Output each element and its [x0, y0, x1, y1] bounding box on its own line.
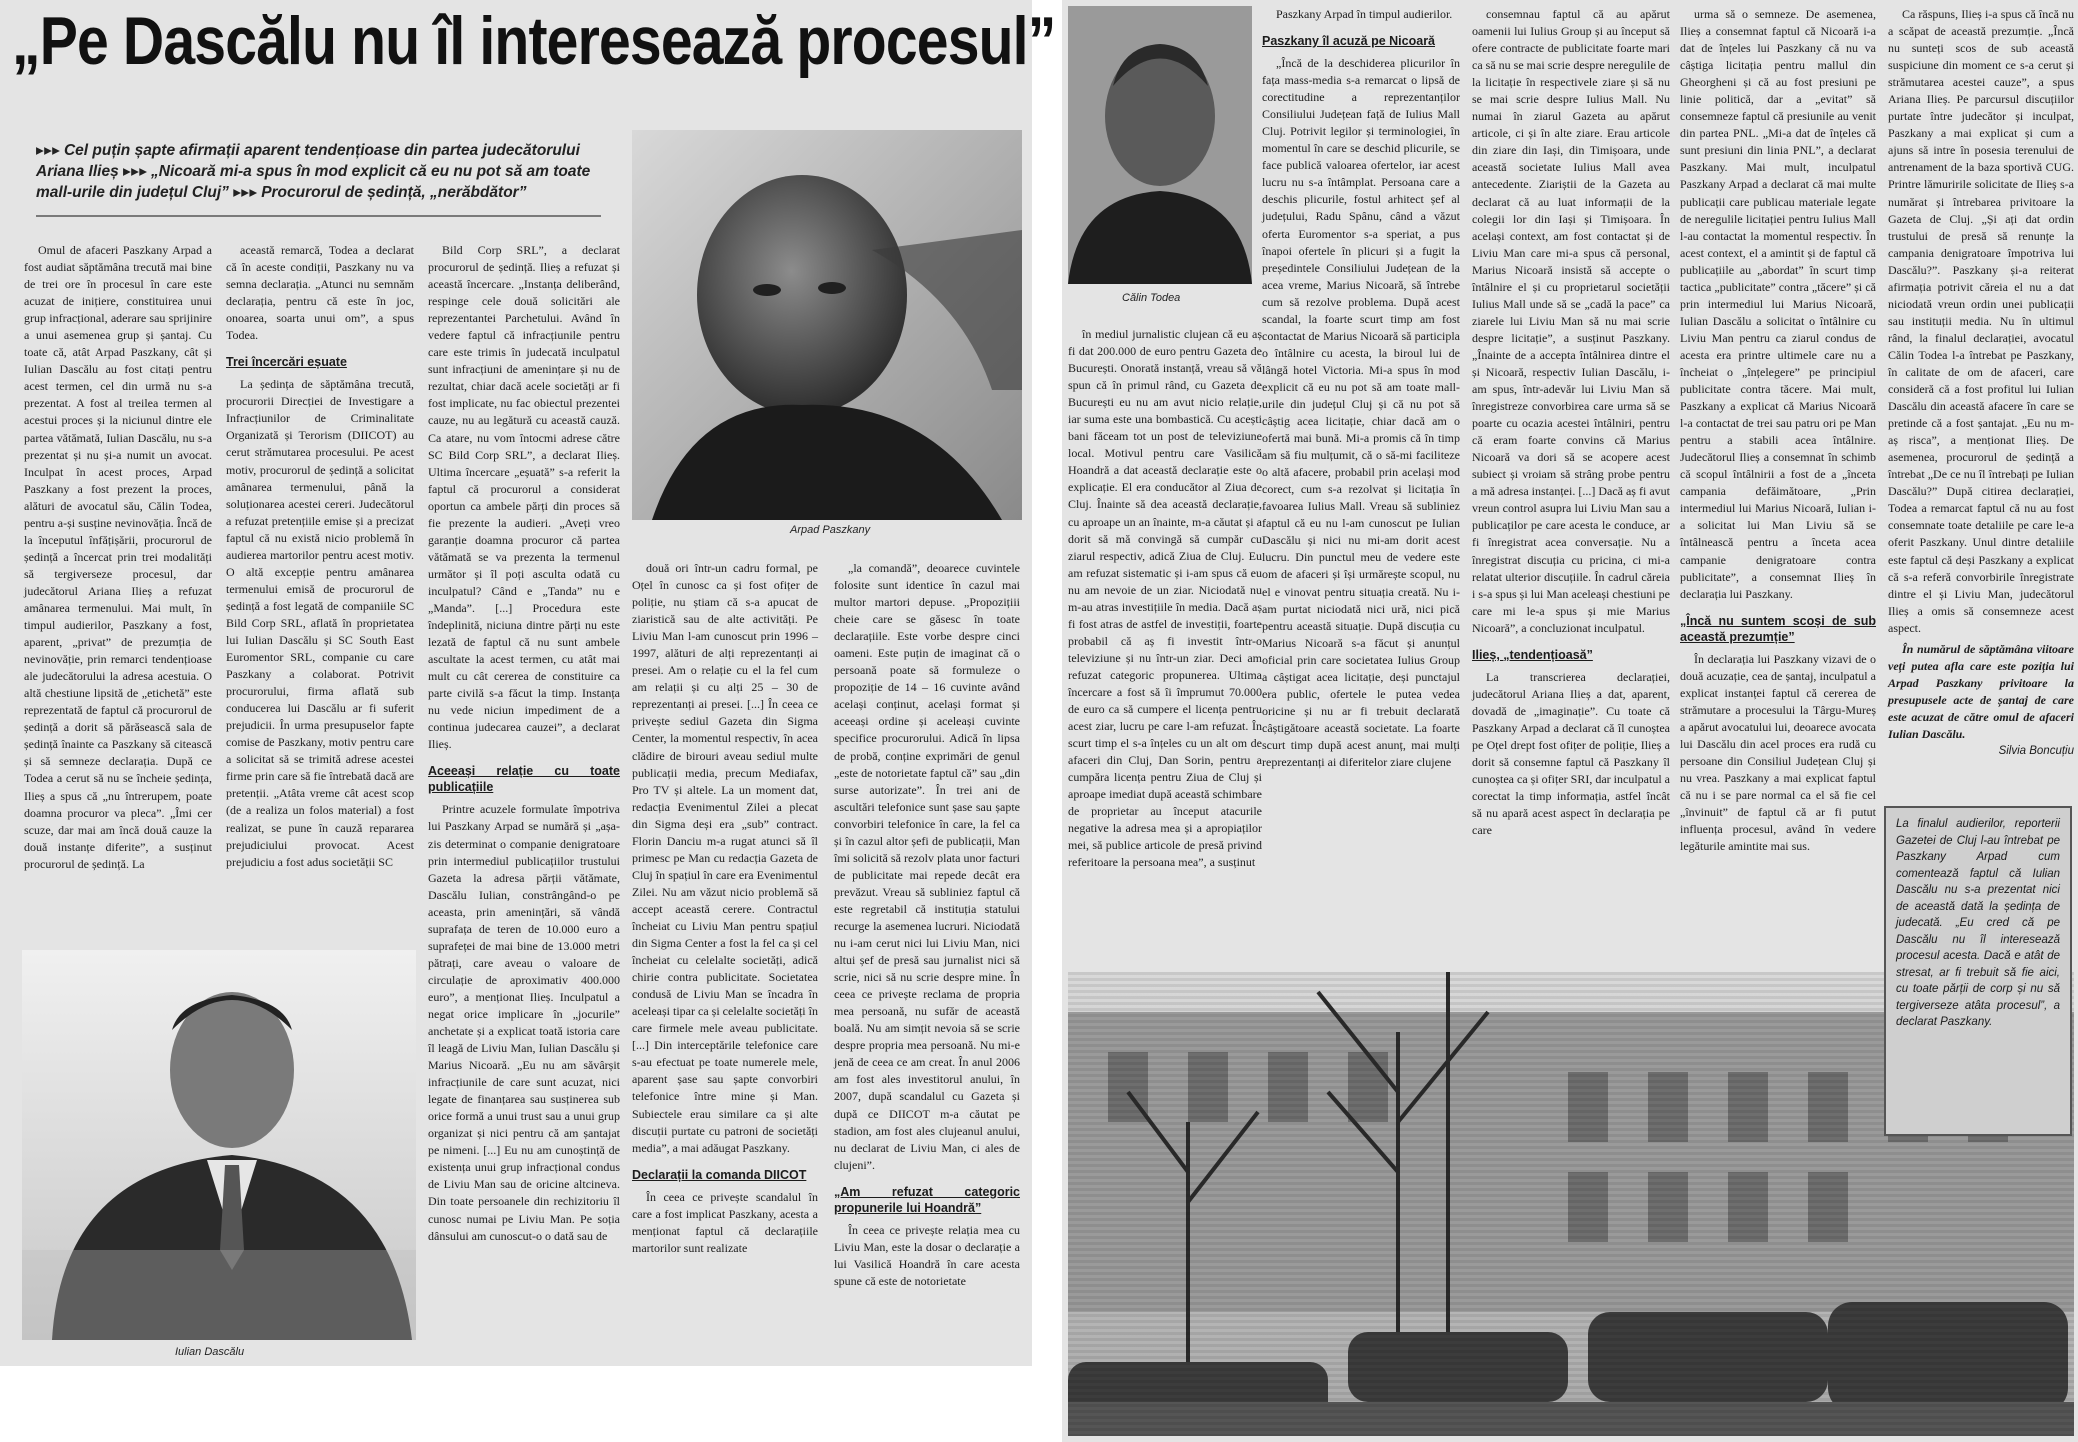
triple-arrow-icon: ▸ ▸ ▸ [36, 142, 58, 159]
paragraph-c5: „la comandă”, deoarece cuvintele folosite sunt identice în cazul mai multor martori depuse. „Propozițiii cheie care se găsesc în toate declarațiile. Este vorbe despre cinci oameni. Este puțin de imaginat că o persoană poate să formuleze o propoziție de 14 – 16 cuvinte având același conținut, același format și aceeași ordine și aceleași cuvinte specifice procurorului. Adică în lipsa de probă, conține exprimări de genul „este de notorietate faptul că” sau „din surse autorizate”. În trei ani de ascultări telefonice sunt șase sau șapte convorbiri telefonice în care, la fel ca și în cazul altor șefi de publicații, Man îmi solicită să rezolv plata unor facturi de publicitate mai repede decât era prevăzut. Vreau să subliniez faptul că este regretabil că instituția statului recurge la asemenea lucruri. Niciodată nu i-am cerut nici lui Liviu Man, nici altui șef de presă sau jurnalist nici să scrie, nici să nu scrie despre mine. În ceea ce privește reclama de propria mea persoană, nu sufăr de această boală. Nu am simțit nevoia să se scrie despre propria mea persoană. Nu mi-e jenă de ceea ce am creat. În anul 2006 am fost ales investitorul anului, în 2007, după scandalul cu Gazeta și după ce DIICOT m-a căutat pe stadion, am fost ales clujeanul anului, nu declarat de Liviu Man, ci ales de clujeni”. [834, 561, 1020, 1172]
right-column-1-bottom [1068, 326, 1262, 966]
subhead-aceeasi-relatie: Aceeași relație cu toate publicațiile [428, 764, 620, 795]
column-2 [226, 242, 414, 922]
subhead-declaratii-comanda: Declarații la comanda DIICOT [632, 1167, 807, 1182]
sidebar-box [1884, 806, 2072, 1136]
intro-deck [36, 140, 616, 203]
triple-arrow-icon: ▸ ▸ ▸ [233, 184, 256, 201]
paragraph-c5b: În ceea ce privește relația mea cu Liviu Man, este la dosar o declarație a lui Vasilică Hoandră în care acesta spune că este de notorietate [834, 1222, 1020, 1288]
paragraph-c2b: La ședința de săptămâna trecută, procurorii Direcției de Investigare a Infracțiunilor de Criminalitate Organizată și Terorism (DIICOT) au cerut strămutarea procesului. Pe acest motiv, procurorul de ședință a solicitat amânarea termenului, până la soluționarea acestei cereri. Judecătorul a refuzat pretențiile emise și a precizat faptul că nu există niciо problemă în audierea martorilor pentru acest motiv. O altă excepție pentru amânarea termenului emisă de procurorul de ședință a fost legată de companiile SC Bild Corp SRL, aflată în proprietatea lui Iulian Dascălu și SC South East Euromentor SRL, companie cu care Paszkany a colaborat. Potrivit procurorului, firma aflată sub conducerea lui Dascălu ar fi suferit prejudicii. În urma presupuselor fapte comise de Paszkany, motiv pentru care a solicitat să se trimită adrese acestei firme prin care să fie întrebată dacă are pretenții. „Atâta vreme cât acest scop (de a realiza un folos material) a fost realizat, se pune în cauză repararea prejudiciului provocat. Acest prejudiciu a fost adus societății SC [226, 377, 414, 869]
photo-arpad-paszkany [632, 130, 1022, 520]
headline: „Pe Dascălu nu îl interesează procesul” [12, 3, 1056, 79]
intro-divider [36, 215, 601, 217]
paragraph-r2b: La transcrierea declarației, judecătorul Ariana Ilieș a dat, aparent, dovadă de „imaginație”. Cu toate că Paszkany Arpad a declarat că îl cunoștea pe Oțel drept fost ofițer de poliție, Ilieș a dorit să consemne faptul că Paszkany îl cunoștea ca și ofițer SRI, dar inculpatul a corectat la timp informația, astfel încât să nu apară acest aspect în declarația pe care [1472, 669, 1670, 838]
intro-line-3: Procurorul de ședință, „nerăbdător” [261, 184, 527, 201]
paragraph-c4: două ori într-un cadru formal, pe Oțel în cunosc ca și fost ofițer de poliție, nu știam că s-a apucat de ziaristică sau de alte activități. Pe Liviu Man l-am cunoscut prin 1996 – 1997, alături de alți reprezentanți ai presei. Am o relație cu el la fel cum am relații și cu alți 25 – 30 de reprezentanți ai presei. [...] În ceea ce privește sediul Gazeta din Sigma Center, la momentul respectiv, în acea clădire de birouri aveau sediul multe publicații media, precum Mediafax, Pro TV și altele. La un moment dat, redacția Evenimentul Zilei a plecat din Sigma deși era „sub” contract. Florin Danciu m-a rugat atunci să îl primesc pe Man cu redacția Gazeta de Cluj în spațiul în care era Evenimentul Zilei. Nu am văzut nicio problemă să accept această cerere. Contractul încheiat cu Liviu Man pentru spațiul din Sigma Center a fost la fel ca și cel încheiat cu celelalte societăți, adică chirie contra publicitate. Societatea condusă de Liviu Man se încadra în aceleași tipar ca și celelalte societăți în care firmele mele aveau publicitate. [...] Din interceptările telefonice care s-au efectuat pe toate numerele mele, aparent șase sau șapte convorbiri telefonice între mine și Man. Subiectele erau similare ca și alte discuții purtate cu patroni de societăți media”, a mai adăugat Paszkany. [632, 561, 818, 1155]
paragraph-c2: această remarcă, Todea a declarat că în aceste condiții, Paszkany nu va semna declarația. „Atunci nu semnăm declarația, pentru că este în joc, onoarea, soarta unui om”, a spus Todea. [226, 243, 414, 343]
subhead-am-refuzat: „Am refuzat categoric propunerile lui Hoandră” [834, 1184, 1020, 1215]
paragraph-c3b: Printre acuzele formulate împotriva lui Paszkany Arpad se numără și „așa-zis determinat o companie denigratoare prin intermediul publicațiilor trustului Gazeta la adresa părții vătămate, Dascălu Iulian, constrângând-o pe aceasta, prin amenințări, să vândă suprafața de teren de 10.000 euro a suprafeței de mai bine de 13.000 metri pătrați, care aveau o valoare de circulație de aproximativ 400.000 euro”, a menționat Ilieș. Inculpatul a negat orice implicare în „jocurile” anchetate și a explicat toată istoria care îl leagă de Liviu Man, Iulian Dascălu și Marius Nicoară. „Eu nu am săvârșit infracțiunile de care sunt acuzat, nici legate de finanțarea sau susținerea sub orice formă a unui trust sau a unui grup organizat și nici pentru că am șantajat pe nimeni. [...] Eu nu am cunoștință de existența unui grup infracțional condus de Liviu Man sau de oricine altcineva. Din toate persoanele din rechizitoriu îl cunosc numai pe Liviu Man. Pe soția dânsului am cunoscut-o o dată sau de [428, 802, 620, 1243]
intro-line-2: „Nicoară mi-a spus în mod explicit că eu nu pot să am toate mall-urile din județul Cluj” [36, 163, 591, 201]
column-5 [834, 560, 1020, 1360]
right-column-4 [1888, 6, 2074, 796]
left-page [0, 0, 1056, 1366]
photo-calin-todea [1068, 6, 1252, 284]
photo-iulian-dascalu [22, 950, 416, 1340]
caption-paszkany: Arpad Paszkany [790, 524, 871, 536]
right-column-2 [1472, 6, 1670, 966]
paragraph-c3: Bild Corp SRL”, a declarat procurorul de ședință. Ilieș a refuzat și această încercare. „Instanța deliberând, respinge cele două solicitări ale reprezentantei Parchetului. Având în vedere faptul că infracțiunile pentru care este trimis în judecată inculpatul sunt infracțiuni de amenințare și nu de rezultat, chiar dacă acele societăți ar fi fost implicate, nu fac obiectul prezentei cauze, nu au legătură cu această cauză. Ca atare, nu vom întocmi adrese către SC Bild Corp SRL”, a declarat Ilieș. Ultima încercare „eșuată” s-a referit la faptul că procurorul a considerat oportun ca ambele părți din proces să fie prezente la audieri. „Aveți vreo garanție doamna procuror că partea vătămată se va prezenta la termenul următor și îl poți asculta odată cu inculpatul? Când e „Tanda” nu e „Manda”. [...] Procedura este îndeplinită, niciuna dintre părți nu este lezată de faptul că nu sunt ambele ascultate la acest termen, cu atât mai mult cu cât cererea de constituire ca parte civilă s-a făcut la timp. Instanța nu vede niciun impediment de a continua judecarea cauzei”, a declarat Ilieș. [428, 243, 620, 752]
subhead-inca-nu-suntem: „Încă nu suntem scoși de sub această prezumție” [1680, 613, 1876, 644]
subhead-trei-incercari: Trei încercări eșuate [226, 355, 347, 370]
paragraph-c1: Omul de afaceri Paszkany Arpad a fost audiat săptămâna trecută mai bine de trei ore în procesul în care este acuzat de inițiere, constituirea unui grup infracțional, aderare sau sprijinire a unui asemenea grup și șantaj. Cu toate că, atât Arpad Paszkany, cât și Iulian Dascălu au fost citați pentru acest termen, cel din urmă nu s-a prezentat. A fost al treilea termen al acestui proces și la niciunul dintre ele partea vătămată, Iulian Dascălu, nu s-a prezentat și nu și-a numit un avocat. Inculpat în acest proces, Arpad Paszkany a fost prezent la proces, alături de avocatul său, Călin Todea, pentru a-și susține nevinovăția. Încă de la începutul înfățișării, procurorul de ședință a încercat prin trei modalități să tergiverseze procesul, dar judecătorul Ariana Ilieș a refuzat amânarea termenului. Mai mult, în timpul audierilor, Paszkany a fost, aparent, „privat” de prezumția de nevinovăție, prin remarci tendențioase ale judecătorului la adresa acestuia. O altă chestiune lipsită de „etichetă” este reprezentată de faptul că procurorul de ședință a dorit să părăsească sala de ședință înainte ca Paszkany să citească și să semneze declarația. După ce Todea a cerut să nu se încheie ședința, Ilieș a spus că „nu întrerupem, poate doamna procuror va pleca”. „Îmi cer scuze, dar mai am încă două cauze la două instanțe diferite”, a susținut procurorul de ședință. La [24, 243, 212, 871]
author-signature: Silvia Boncuțiu [1998, 745, 2074, 758]
paragraph-r2: consemnau faptul că au apărut oamenii lui Iulius Group și au început să ofere contracte de publicitate foarte mari ca să nu se mai scrie despre neregulile de la licitație în respectivele ziare și să nu se mai scrie despre Iulius Mall. Nu numai în ziarul Gazeta au apărut articole, ci și în alte ziare. Erau articole din ziare din Iași, din Timișoara, unde această societate Iulius Mall avea antecedente. Ziariștii de la Gazeta au declarat că au luat informații de la colegii lor din Iași și Timișoara. În același context, am fost contactat și de Liviu Man care mi-a spus că personal, Marius Nicoară insistă să accepte o întâlnire el și cu proprietarul societății Iulius Mall unde să se „cadă la pace” ca ziarele lui Liviu Man să nu mai scrie despre licitație”, a susținut Paszkany. „Înainte de a accepta întâlnirea dintre el și Nicoară, respectiv Iulian Dascălu, i-am spus, într-adevăr lui Liviu Man să înregistreze convorbirea care urma să se poarte cu ocazia acestei întâlniri, pentru că eram foarte convins că Marius Nicoară va dori să se acopere acest subiect și vroiam să strâng probe pentru a mă adresa instanței. [...] Dacă aș fi avut vreun control asupra lui Liviu Man sau a publicaților pe care acesta le conduce, ar fi înregistrat acea conversație. Nu a înregistrat discuția cu pricina, ci mi-a relatat ulterior discuțiile. În cadrul căreia i s-a spus și lui Man aceleași chestiuni pe care mi le-a spus și mie Marius Nicoară”, a concluzionat inculpatul. [1472, 7, 1670, 635]
caption-dascalu: Iulian Dascălu [175, 1346, 245, 1358]
caption-todea: Călin Todea [1122, 292, 1181, 304]
paragraph-r3: urma să o semneze. De asemenea, Ilieș a consemnat faptul că Nicoară i-a dat de înțeles lui Paszkany că nu va câștiga licitația pentru mallul din Gheorgheni și că au fost presiuni pe linie politică, dar a „evitat” să consemneze faptul că presiunile au venit din partea PNL. „Mi-a dat de înțeles că sunt presiuni din linia PNL”, a declarat Paszkany. Mai mult, inculpatul Paszkany Arpad a declarat că mai multe publicații care publicau materiale legate de neregulile licitației pentru Iulius Mall l-au contactat la momentul respectiv. În acest context, el a amintit și de faptul că publicațiile au „abordat” în scurt timp tactica „publicitate” contra „tăcere” și că prin intermediul lui Marius Nicoară, Iulian Dascălu a solicitat o întâlnire cu Liviu Man pentru ca ziarul condus de acesta era printre ultimele care nu a încheiat o „înțelegere” pe principiul publicitate contra tăcere. Mai mult, Paszkany a explicat că Marius Nicoară l-a contactat de trei sau patru ori pe Man pentru a stabili acea întâlnire. Judecătorul Ilieș a consemnat în schimb că scopul întâlnirii a fost de a „înceta campania defăimătoare, „Prin intermediul lui Marius Nicoară, Iulian i-a solicitat lui Man Liviu să se întâlnească pentru a înceta acea campanie denigratoare contra publicitate”, a consemnat Ilieș în declarația lui Paszkany. [1680, 7, 1876, 601]
paragraph-r1a: Paszkany Arpad în timpul audierilor. [1276, 7, 1453, 21]
paragraph-r1c: în mediul jurnalistic clujean că eu aș fi dat 200.000 de euro pentru Gazeta de București. Onorată instanță, vreau să vă spun că în primul rând, cu Gazeta de București eu nu am avut nicio relație, iar suma este una bombastică. Cu acești bani făceam tot un post de televiziune local. Motivul pentru care Vasilică Hoandră a dat această declarație este o explicație. El era conducător al Ziua de Cluj. Înainte să dea această declarație, cu aproape un an înainte, m-a căutat și a dorit să mă convingă să cumpăr cu ziarul respectiv, adică Ziua de Cluj. Eu am refuzat sistematic și i-am spus că eu nu am nevoie de un ziar. Niciodată nu m-au atras investițiile în media. Dacă aș fi fost atras de astfel de investiții, foarte probabil că aș fi investit într-o televiziune și nu într-un ziar. Deci am refuzat categoric propunerea. Ultima încercare a fost să îi împrumut 70.000 de euro ca să cumpere el licența pentru acest ziar, lucru pe care l-am refuzat. În scurt timp el s-a înțeles cu un alt om de afaceri din Cluj, Dan Sorin, pentru a cumpăra licența pentru Ziua de Cluj și aproape imediat după această schimbare de proprietar au început atacurile negative la adresa mea și a apropiaților mei, să publice articole de presă privind referitoare la persoana mea”, a susținut [1068, 327, 1262, 870]
right-column-3 [1680, 6, 1876, 966]
column-3 [428, 242, 620, 1360]
column-4 [632, 560, 818, 1360]
paragraph-r4b: În numărul de săptămâna viitoare veți putea afla care este poziția lui Arpad Paszkany privitoare la presupusele acte de șantaj de care este acuzat de către omul de afaceri Iulian Dascălu. [1888, 641, 2074, 741]
column-1 [24, 242, 212, 922]
paragraph-c4b: În ceea ce privește scandalul în care a fost implicat Paszkany, acesta a menționat faptul că declarațiile martorilor sunt realizate [632, 1189, 818, 1255]
paragraph-r1: „Încă de la deschiderea plicurilor în fața mass-media s-a remarcat o lipsă de corectitudine a reprezentanților Consiliului Județean față de Iulius Mall Cluj. Potrivit legilor și terminologiei, în momentul în care se deschid plicurile, se face publică valoarea ofertelor, iar acest lucru nu s-a întâmplat. Persoana care a deschis plicurile, fostul arhitect șef al județului, Radu Spânu, când a văzut oferta Euromentor s-a speriat, a pus înapoi ofertele în plicuri și a fugit la președintele Consiliului Județean de la acea vreme, Marius Nicoară, să întrebe cum să rezolve problema. După acest scandal, la foarte scurt timp am fost contactat de Marius Nicoară să participla o întâlnire cu acesta, la biroul lui de lângă hotel Victoria. Mi-a spus în mod explicit că eu nu pot să am toate mall-urile din județul Cluj și că nu pot să câștig acea licitație, chiar dacă am o ofertă mai bună. Mi-a promis că în timp am să fiu mulțumit, că o să-mi faciliteze o altă afacere, probabil prin același mod corect, cum s-a rezolvat și licitația în favoarea Iulius Mall. Vreau să subliniez faptul că eu nu l-am cunoscut pe Iulian Dascălu și nici nu mi-am dorit acest lucru. Din punctul meu de vedere este om de afaceri și își urmărește scopul, nu el e vinovat pentru situația creată. Nu i-am purtat niciodată nici ură, nici pică pentru această situație. După discuția cu Marius Nicoară s-a făcut și anunțul oficial prin care societatea Iulius Group a câștigat acea licitație, deși punctajul era public, ofertele le puteа vedea oricine și nu ar fi trebuit declarată câștigătoare această societate. La foarte scurt timp după acest anunț, mai mulți reprezentanți ai diferitelor ziare clujene [1262, 56, 1460, 769]
paragraph-r4: Ca răspuns, Ilieș i-a spus că încă nu a scăpat de această prezumție. „Încă nu sunteți scos de sub această suspiciune din moment ce s-a cerut și strămutarea acestei cauze”, a spus Ariana Ilieș. Pe parcursul discuțiilor purtate între judecător și inculpat, Paszkany a mai explicat și cum a ajuns să intre în posesia terenului de antrenament de la baza sportivă CUG. Printre lămuririle solicitate de Ilieș s-a numărat și întrebarea privitoare la Gazeta de Cluj. „Și ați dat ordin trustului de presă să renunțe la campania denigratoare împotriva lui Dascălu?”. Paszkany și-a reiterat afirmația potrivit căreia el nu a dat niciodată vreun ordin unei publicații sau instituții media. Nu în ultimul rând, la finalul declarației, avocatul Călin Todea l-a întrebat pe Paszkany, în calitate de om de afaceri, care consideră că a fost profitul lui Iulian Dascălu din această afacere în care se pretinde că a fost șantajat. „Eu nu m-aș risca”, a menționat Ilieș. De asemenea, procurorul de ședință a întrebat „De ce nu îl întrebați pe Iulian Dascălu?” După citirea declarației, Todea a remarcat faptul că nu au fost consemnate toate detaliile pe care le-a oferit Paszkany. Unul dintre detaliile este faptul că deși Paszkany a explicat că s-a referă convorbirile înregistrate dintre el și Liviu Man, judecătorul Ilieș a omis să consemneze acest aspect. [1888, 7, 2074, 635]
subhead-ilies-tendentioasa: Ilieș, „tendențioasă” [1472, 647, 1593, 662]
subhead-paszkany-acuza: Paszkany îl acuză pe Nicoară [1262, 34, 1436, 49]
paragraph-r3b: În declarația lui Paszkany vizavi de o două acuzație, cea de șantaj, inculpatul a explicat instanței faptul că cererea de strămutare a procesului la Târgu-Mureș a apărut avocatului lui, deoarece avocata lui Dascălu din acel proces era rudă cu persoane din Consiliul Județean Cluj și nu vrea. Paszkany a mai explicat faptul că nu i se pare normal ca el să fie cel „învinuit” de faptul că ar fi putut influența procesul, având în vedere legăturile amintite mai sus. [1680, 651, 1876, 854]
right-page [1062, 0, 2078, 1442]
triple-arrow-icon: ▸ ▸ ▸ [123, 163, 145, 180]
right-column-1-top [1262, 6, 1460, 769]
intro-line-1: Cel puțin șapte afirmații aparent tendențioase din partea judecătorului Ariana Ilieș [36, 142, 580, 180]
sidebar-text: La finalul audierilor, reporterii Gazetei de Cluj l-au întrebat pe Paszkany Arpad cum comentează faptul că Iulian Dascălu nu s-a prezentat nici de această dată la ședința de judecată. „Eu cred că pe Dascălu nu îl interesează procesul acesta. Dacă e atât de stresat, ar fi trebuit să fie aici, cu toate părții de corp și nu să tergiverseze atâta procesul”, a declarat Paszkany. [1896, 818, 2060, 1028]
